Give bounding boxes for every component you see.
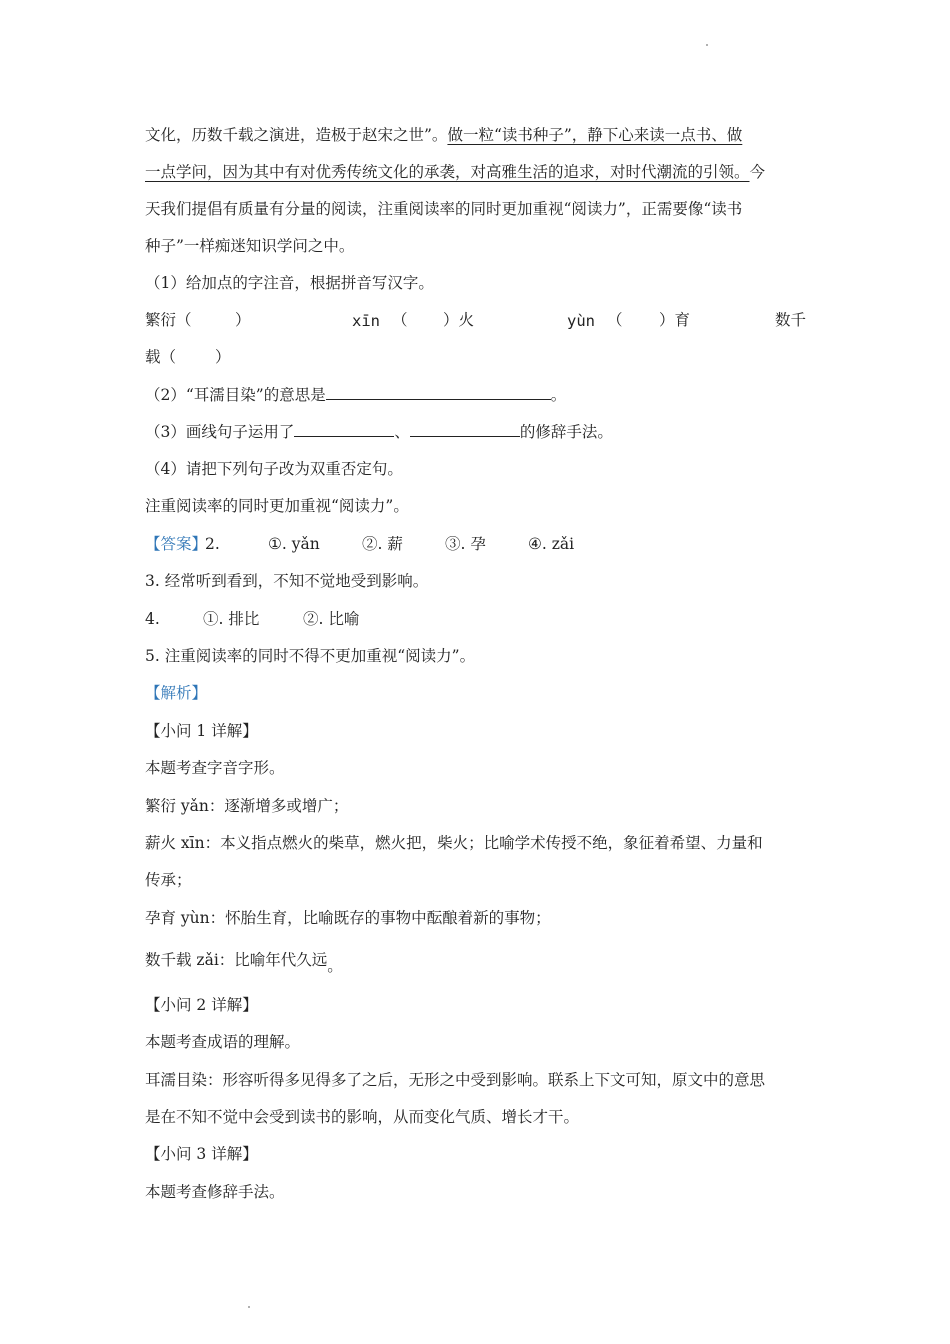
q1-word-2-close: ）火 (443, 311, 475, 329)
subquestion-2-intro: 本题考查成语的理解。 (145, 1033, 301, 1051)
q1-word-4-close: ） (215, 348, 231, 366)
underlined-sentence: 做一粒“读书种子”，静下心来读一点书、做 (447, 126, 743, 144)
q1-word-4: 数千 (775, 311, 807, 329)
answer-4-item-2: ②. 比喻 (303, 610, 360, 628)
analysis-tag: 【解析】 (145, 684, 208, 702)
question-3-prompt: （3）画线句子运用了 (145, 423, 295, 441)
item-d-end: 。 (327, 957, 343, 975)
subquestion-3-heading: 【小问 3 详解】 (145, 1145, 258, 1163)
q1-word-4-cont: 载（ (145, 348, 177, 366)
subquestion-2-heading: 【小问 2 详解】 (145, 996, 258, 1014)
passage-line-4: 种子”一样痴迷知识学问之中。 (145, 237, 355, 255)
subquestion-1-heading: 【小问 1 详解】 (145, 722, 258, 740)
answer-4-item-1: ①. 排比 (203, 610, 260, 628)
passage-text: 文化，历数千载之演进，造极于赵宋之世”。 (145, 126, 448, 144)
passage-text: 今 (749, 163, 766, 181)
q1-word-1-close: ） (235, 311, 251, 329)
subquestion-2-text-1: 耳濡目染：形容听得多见得多了之后，无形之中受到影响。联系上下文可知，原文中的意思 (145, 1071, 766, 1089)
subquestion-1-item-b-cont: 传承； (145, 871, 192, 889)
question-3-end: 的修辞手法。 (519, 423, 613, 441)
answer-2-item-2: ②. 薪 (362, 535, 403, 553)
question-2 (145, 384, 566, 406)
answer-blank (326, 385, 551, 400)
q1-word-3-close: ）育 (659, 311, 691, 329)
answer-3: 3. 经常听到看到，不知不觉地受到影响。 (145, 572, 429, 590)
question-3 (145, 421, 613, 443)
scan-mark (706, 44, 708, 46)
question-2-prompt: （2）“耳濡目染”的意思是 (145, 386, 326, 404)
item-d-text: 数千载 zǎi：比喻年代久远 (145, 951, 328, 969)
question-3-sep: 、 (394, 423, 410, 441)
subquestion-1-item-b: 薪火 xīn：本义指点燃火的柴草，燃火把，柴火；比喻学术传授不绝，象征着希望、力量和 (145, 834, 763, 852)
q1-pinyin-2: xīn (352, 312, 380, 330)
underlined-sentence: 一点学问，因为其中有对优秀传统文化的承袭，对高雅生活的追求，对时代潮流的引领。 (145, 163, 750, 181)
subquestion-1-item-d (145, 949, 343, 975)
subquestion-3-intro: 本题考查修辞手法。 (145, 1183, 285, 1201)
scan-mark (248, 1306, 250, 1308)
q1-paren-3: （ (607, 311, 623, 329)
answer-2-item-4: ④. zǎi (528, 535, 575, 553)
answer-5: 5. 注重阅读率的同时不得不更加重视“阅读力”。 (145, 647, 476, 665)
subquestion-2-text-2: 是在不知不觉中会受到读书的影响，从而变化气质、增长才干。 (145, 1108, 580, 1126)
subquestion-1-intro: 本题考查字音字形。 (145, 759, 285, 777)
answer-2-num: 2. (205, 535, 220, 553)
question-4-sentence: 注重阅读率的同时更加重视“阅读力”。 (145, 497, 409, 515)
subquestion-1-item-c: 孕育 yùn：怀胎生育，比喻既存的事物中酝酿着新的事物； (145, 909, 551, 927)
answer-tag: 【答案】 (145, 535, 208, 553)
passage-line-3: 天我们提倡有质量有分量的阅读，注重阅读率的同时更加重视“阅读力”，正需要像“读书 (145, 200, 743, 218)
passage-line-2 (145, 161, 765, 183)
answer-blank (294, 422, 394, 437)
question-4-prompt: （4）请把下列句子改为双重否定句。 (145, 460, 403, 478)
question-2-end: 。 (550, 386, 567, 404)
passage-line-1 (145, 124, 742, 146)
q1-paren-2: （ (392, 311, 408, 329)
q1-word-1: 繁衍（ (145, 311, 192, 329)
subquestion-1-item-a: 繁衍 yǎn：逐渐增多或增广； (145, 797, 349, 815)
question-1-prompt: （1）给加点的字注音，根据拼音写汉字。 (145, 274, 434, 292)
answer-4-num: 4. (145, 610, 160, 628)
answer-2-item-3: ③. 孕 (445, 535, 486, 553)
answer-blank (410, 422, 520, 437)
answer-2-item-1: ①. yǎn (268, 535, 320, 553)
q1-pinyin-3: yùn (567, 312, 595, 330)
